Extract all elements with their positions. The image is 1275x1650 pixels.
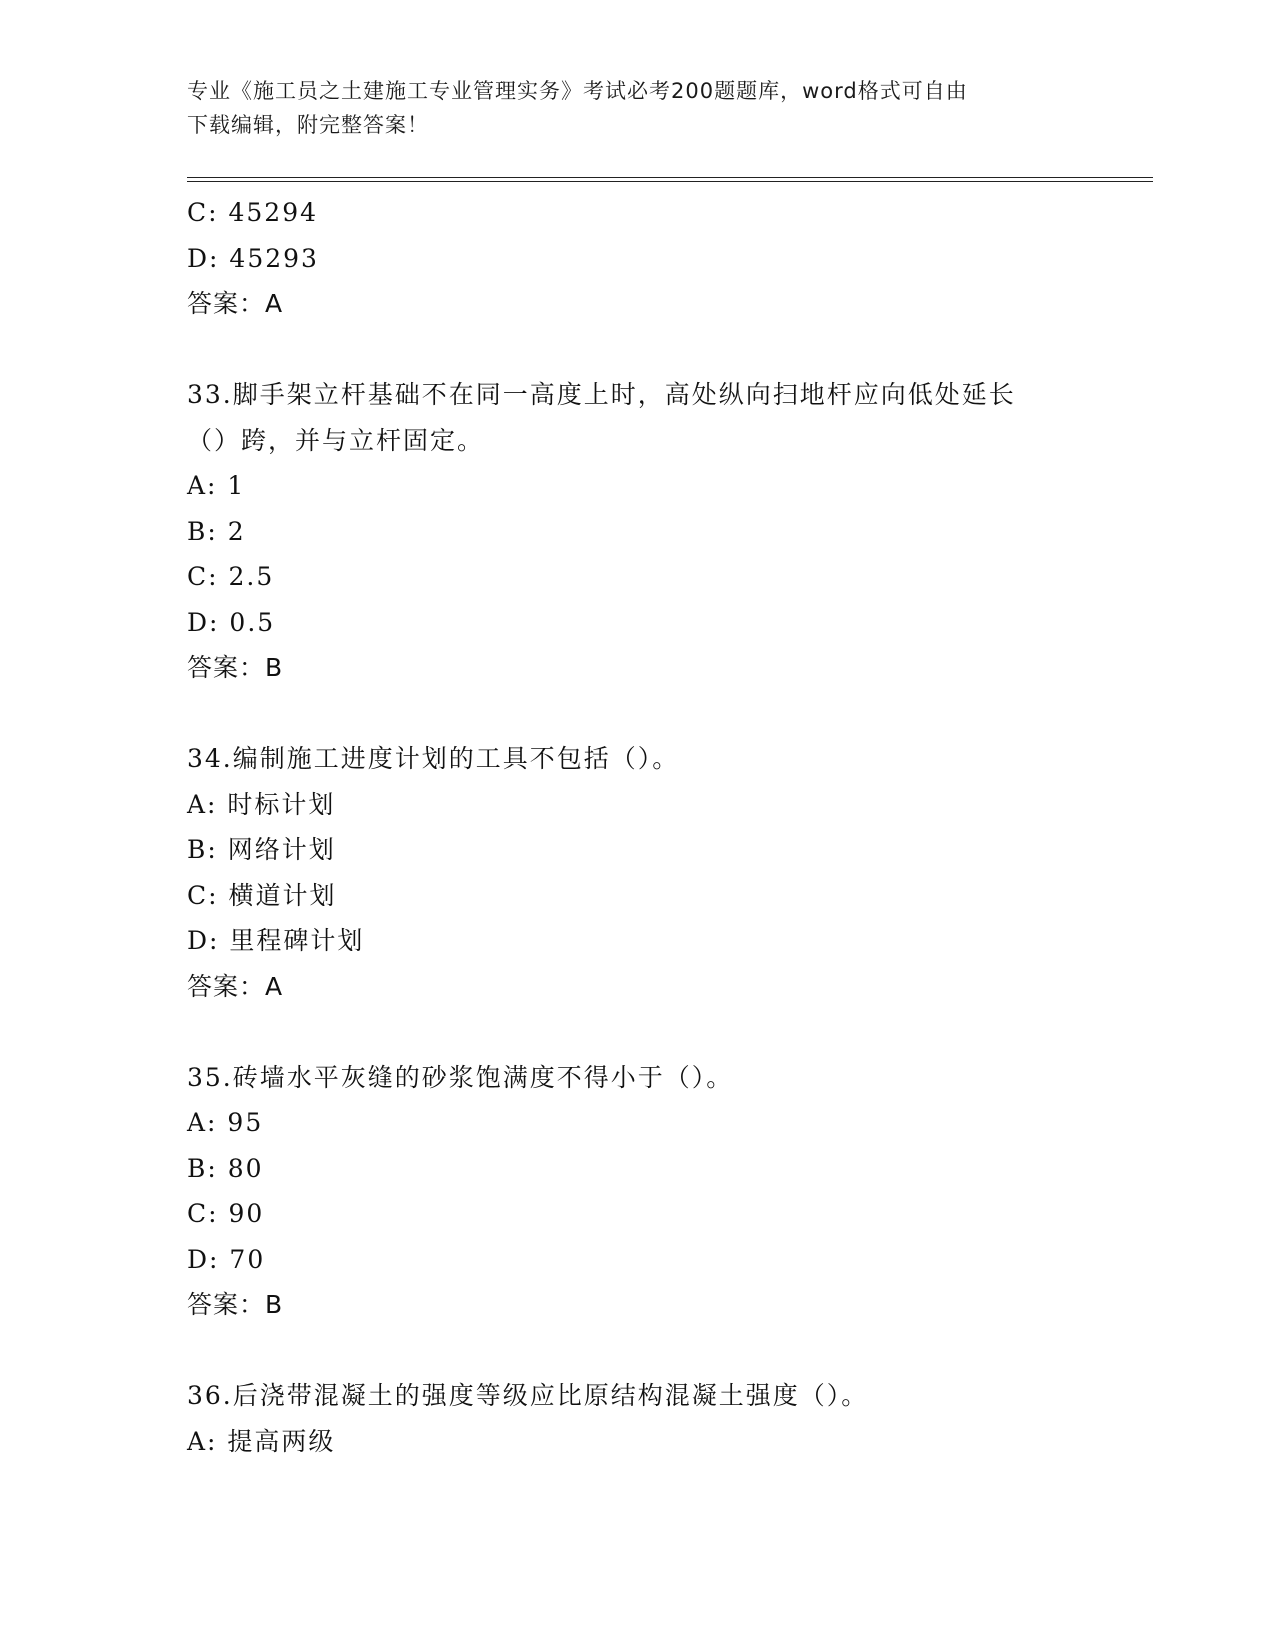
answer-line: 答案：A bbox=[187, 971, 284, 1001]
option-c: C: 横道计划 bbox=[187, 880, 337, 910]
question-34 bbox=[187, 736, 1127, 1009]
question-stem: 33.脚手架立杆基础不在同一高度上时，高处纵向扫地杆应向低处延长 bbox=[187, 380, 1016, 409]
question-32-continued bbox=[187, 190, 1127, 327]
option-a: A: 时标计划 bbox=[187, 789, 336, 819]
question-stem: 36.后浇带混凝土的强度等级应比原结构混凝土强度（）。 bbox=[187, 1381, 869, 1410]
answer-line: 答案：A bbox=[187, 289, 284, 318]
document-body bbox=[187, 190, 1127, 1464]
header-rule-top bbox=[187, 177, 1153, 178]
option-b: B: 2 bbox=[187, 516, 246, 546]
option-d: D: 45293 bbox=[187, 243, 319, 273]
option-d: D: 里程碑计划 bbox=[187, 926, 365, 955]
question-36 bbox=[187, 1373, 1127, 1464]
answer-line: 答案：B bbox=[187, 653, 284, 682]
option-c: C: 45294 bbox=[187, 198, 319, 227]
spacer bbox=[187, 327, 1127, 373]
header-line-2: 下载编辑，附完整答案！ bbox=[187, 113, 429, 137]
header-line-1: 专业《施工员之土建施工专业管理实务》考试必考200题题库，word格式可自由 bbox=[187, 79, 968, 103]
question-stem: 35.砖墙水平灰缝的砂浆饱满度不得小于（）。 bbox=[187, 1062, 734, 1092]
option-c: C: 90 bbox=[187, 1199, 265, 1228]
question-stem-continued: （）跨，并与立杆固定。 bbox=[187, 425, 485, 455]
answer-line: 答案：B bbox=[187, 1290, 284, 1319]
question-35 bbox=[187, 1055, 1127, 1328]
question-33 bbox=[187, 372, 1127, 691]
option-c: C: 2.5 bbox=[187, 562, 275, 591]
spacer bbox=[187, 1328, 1127, 1374]
option-d: D: 70 bbox=[187, 1244, 266, 1274]
option-a: A: 1 bbox=[187, 471, 246, 500]
option-a: A: 提高两级 bbox=[187, 1426, 336, 1456]
question-stem: 34.编制施工进度计划的工具不包括（）。 bbox=[187, 744, 680, 773]
spacer bbox=[187, 1009, 1127, 1055]
option-d: D: 0.5 bbox=[187, 607, 276, 637]
option-a: A: 95 bbox=[187, 1108, 264, 1137]
option-b: B: 网络计划 bbox=[187, 835, 336, 864]
document-header bbox=[187, 74, 1087, 142]
header-rule-bottom bbox=[187, 181, 1153, 182]
option-b: B: 80 bbox=[187, 1153, 264, 1183]
spacer bbox=[187, 691, 1127, 737]
